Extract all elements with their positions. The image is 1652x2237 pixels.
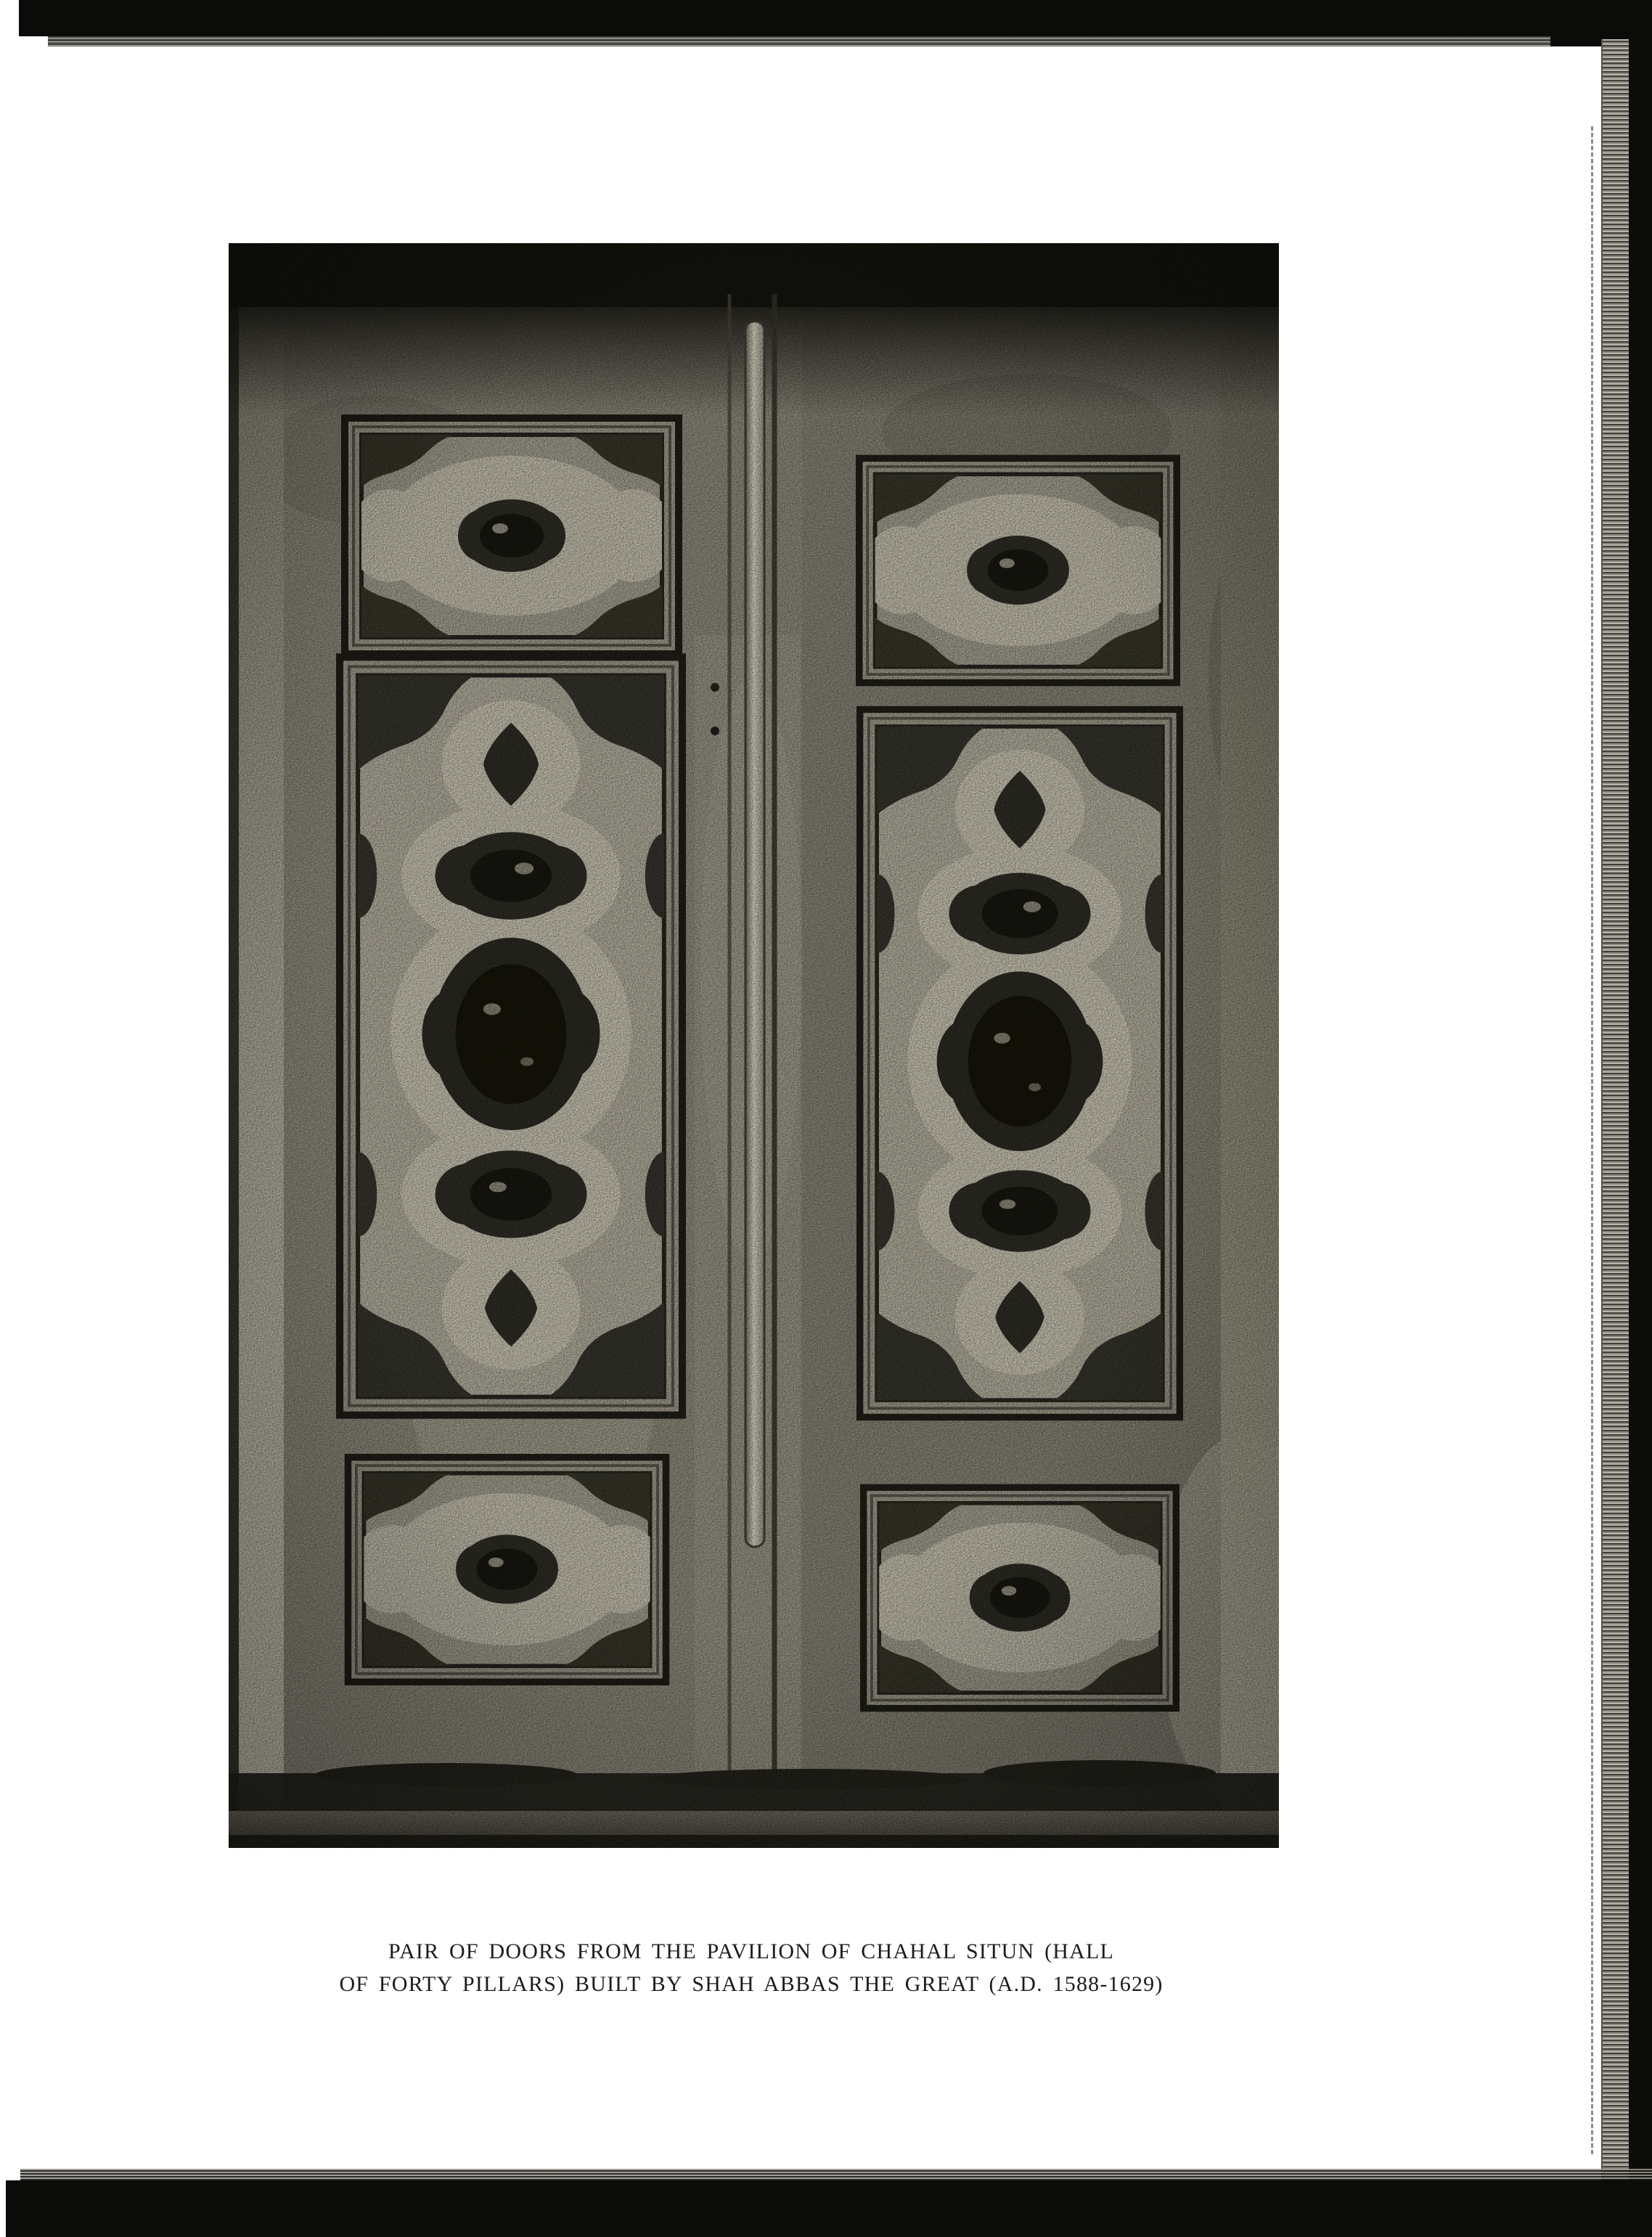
caption-line-1: PAIR OF DOORS FROM THE PAVILION OF CHAHAL SITUN (HALL — [388, 1939, 1115, 1963]
scan-edge-right — [1629, 0, 1652, 2237]
plate-caption — [167, 1935, 1336, 2000]
scan-edge-bottom — [6, 2180, 1652, 2237]
doors-photo-canvas — [229, 243, 1279, 1848]
plate-photo — [229, 243, 1279, 1848]
caption-line-2: OF FORTY PILLARS) BUILT BY SHAH ABBAS THE GREAT (A.D. 1588-1629) — [339, 1972, 1164, 1996]
book-page-edges-texture — [1601, 39, 1629, 2183]
scan-edge-top — [19, 0, 1652, 36]
